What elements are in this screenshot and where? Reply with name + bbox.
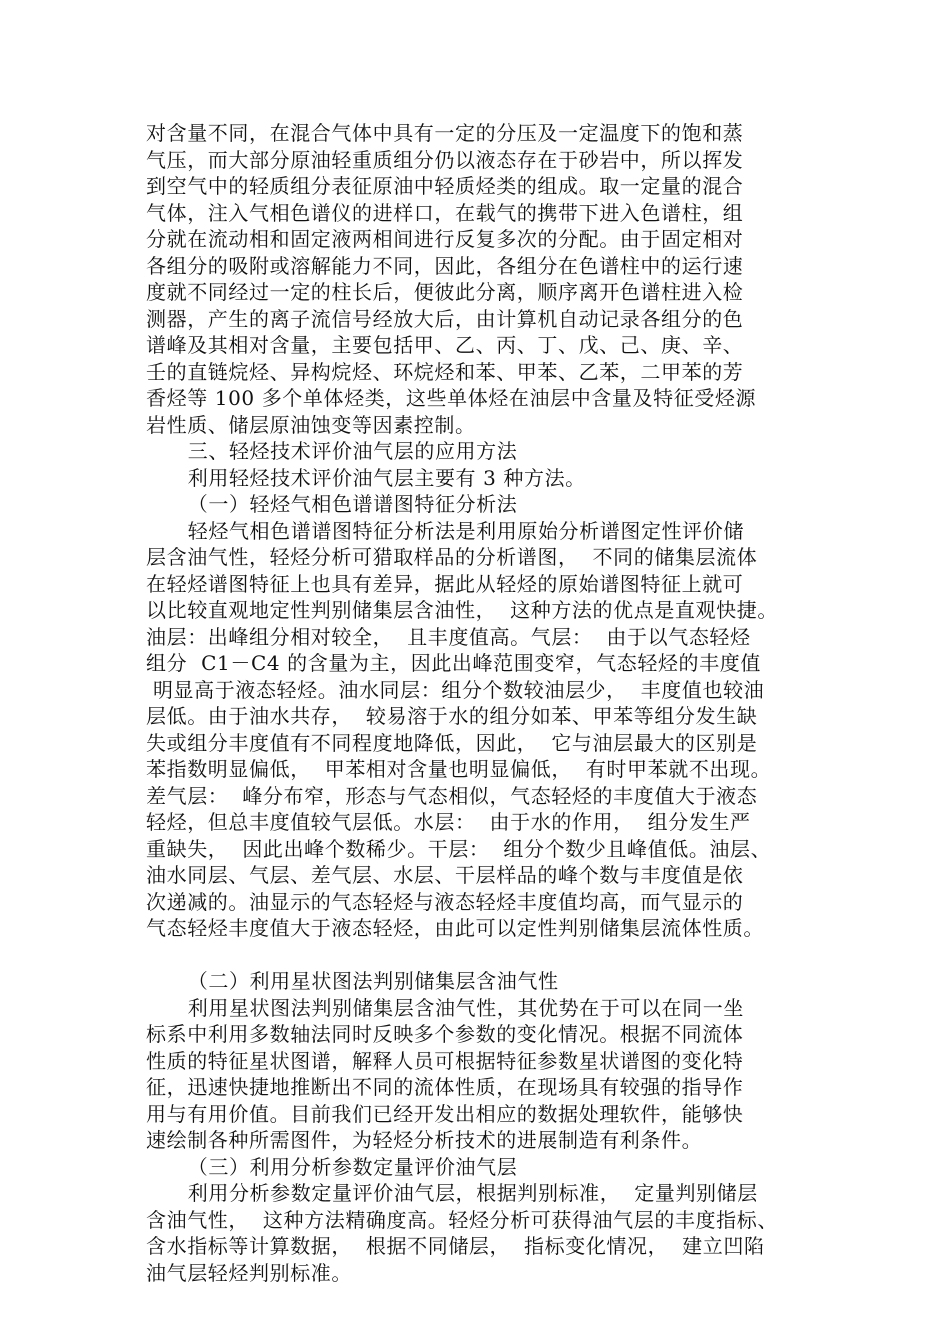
text-line: 到空气中的轻质组分表征原油中轻质烃类的组成。取一定量的混合 [146,174,744,198]
text-line: 气态轻烃丰度值大于液态轻烃，由此可以定性判别储集层流体性质。 [146,916,764,940]
text-line: （三）利用分析参数定量评价油气层 [146,1154,518,1179]
text-line: 轻烃，但总丰度值较气层低。水层： 由于水的作用， 组分发生严 [146,810,751,834]
text-line: 利用分析参数定量评价油气层，根据判别标准， 定量判别储层 [146,1181,758,1205]
text-line: 气体，注入气相色谱仪的进样口，在载气的携带下进入色谱柱，组 [146,200,744,225]
text-line: 油气层轻烃判别标准。 [146,1260,352,1285]
text-line: 香烃等 100 多个单体烃类，这些单体烃在油层中含量及特征受烃源 [146,386,757,410]
text-line: 岩性质、储层原油蚀变等因素控制。 [146,412,476,437]
text-line: 含油气性， 这种方法精确度高。轻烃分析可获得油气层的丰度指标、 [146,1207,778,1232]
text-line: 征，迅速快捷地推断出不同的流体性质，在现场具有较强的指导作 [146,1075,744,1099]
text-line: 含水指标等计算数据， 根据不同储层， 指标变化情况， 建立凹陷 [146,1234,765,1258]
text-line: 标系中利用多数轴法同时反映多个参数的变化情况。根据不同流体 [146,1022,744,1046]
text-line: 壬的直链烷烃、异构烷烃、环烷烃和苯、甲苯、乙苯，二甲苯的芳 [146,359,744,384]
text-line: 速绘制各种所需图件，为轻烃分析技术的进展制造有利条件。 [146,1128,703,1152]
text-line: （一）轻烃气相色谱谱图特征分析法 [146,492,518,516]
text-line: 层含油气性，轻烃分析可猎取样品的分析谱图， 不同的储集层流体 [146,545,758,569]
text-line: 组分 C1－C4 的含量为主，因此出峰范围变窄，气态轻烃的丰度值 [146,651,761,675]
text-line: 明显高于液态轻烃。油水同层：组分个数较油层少， 丰度值也较油 [146,677,765,702]
text-line: 气压，而大部分原油轻重质组分仍以液态存在于砂岩中，所以挥发 [146,147,744,172]
text-line: 三、轻烃技术评价油气层的应用方法 [146,439,518,463]
text-line: 度就不同经过一定的柱长后，便彼此分离，顺序离开色谱柱进入检 [146,280,744,304]
paragraph-gap [146,942,806,969]
text-line: 油水同层、气层、差气层、水层、干层样品的峰个数与丰度值是依 [146,863,744,887]
text-line: 利用星状图法判别储集层含油气性，其优势在于可以在同一坐 [146,995,744,1020]
text-line: 层低。由于油水共存， 较易溶于水的组分如苯、甲苯等组分发生缺 [146,704,758,728]
text-line: 轻烃气相色谱谱图特征分析法是利用原始分析谱图定性评价储 [146,518,744,543]
text-line: 对含量不同，在混合气体中具有一定的分压及一定温度下的饱和蒸 [146,121,744,145]
text-line: 各组分的吸附或溶解能力不同，因此，各组分在色谱柱中的运行速 [146,253,744,278]
text-line: 谱峰及其相对含量，主要包括甲、乙、丙、丁、戊、己、庚、辛、 [146,333,744,357]
text-line: 测器，产生的离子流信号经放大后，由计算机自动记录各组分的色 [146,306,744,331]
text-line: 失或组分丰度值有不同程度地降低，因此， 它与油层最大的区别是 [146,730,758,755]
text-line: （二）利用星状图法判别储集层含油气性 [146,969,559,993]
text-line: 用与有用价值。目前我们已经开发出相应的数据处理软件，能够快 [146,1101,744,1126]
text-line: 油层：出峰组分相对较全， 且丰度值高。气层： 由于以气态轻烃 [146,624,751,649]
text-line: 次递减的。油显示的气态轻烃与液态轻烃丰度值均高，而气显示的 [146,889,744,914]
document-page [146,120,806,1286]
text-line: 以比较直观地定性判别储集层含油性， 这种方法的优点是直观快捷。 [146,598,778,622]
text-line: 苯指数明显偏低， 甲苯相对含量也明显偏低， 有时甲苯就不出现。 [146,757,772,781]
text-line: 重缺失， 因此出峰个数稀少。干层： 组分个数少且峰值低。油层、 [146,836,772,861]
text-line: 差气层： 峰分布窄，形态与气态相似，气态轻烃的丰度值大于液态 [146,783,758,808]
text-line: 利用轻烃技术评价油气层主要有 3 种方法。 [146,465,586,490]
text-line: 在轻烃谱图特征上也具有差异，据此从轻烃的原始谱图特征上就可 [146,571,744,596]
text-line: 性质的特征星状图谱，解释人员可根据特征参数星状谱图的变化特 [146,1048,744,1073]
paragraph-block-2 [146,968,806,1286]
text-line: 分就在流动相和固定液两相间进行反复多次的分配。由于固定相对 [146,227,744,251]
paragraph-block-1 [146,120,806,942]
